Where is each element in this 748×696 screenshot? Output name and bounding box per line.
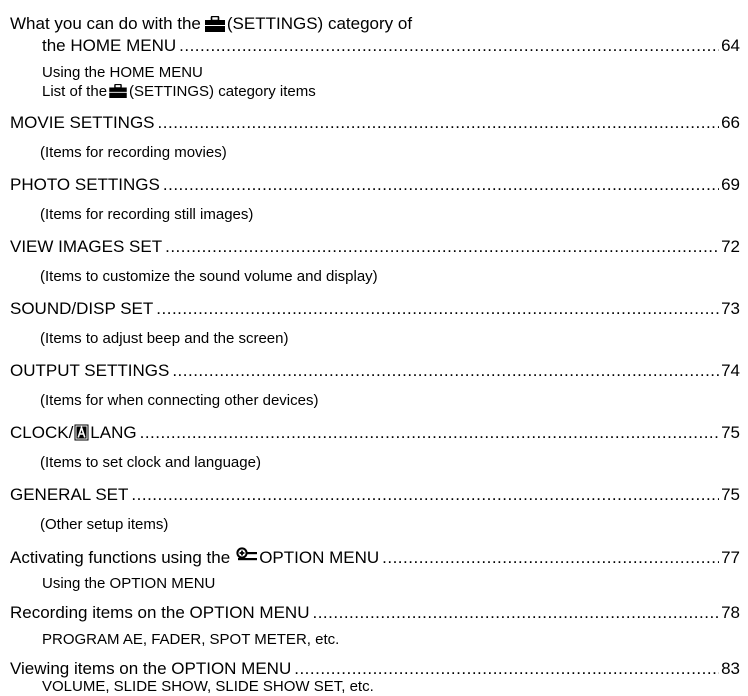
entry-title-part: LANG xyxy=(90,423,137,442)
toc-entry-output-settings[interactable] xyxy=(10,361,740,381)
entry-title: OUTPUT SETTINGS xyxy=(10,361,170,380)
page-number: 77 xyxy=(721,548,740,567)
toc-entry-settings-category[interactable] xyxy=(10,14,740,34)
description-text: (Other setup items) xyxy=(40,516,169,533)
dot-leader xyxy=(172,361,719,381)
dot-leader xyxy=(312,603,719,623)
toc-subitem xyxy=(42,82,748,101)
toc-subitem xyxy=(42,63,748,82)
option-menu-icon xyxy=(236,547,258,563)
page-number: 69 xyxy=(721,175,740,194)
description-text: (Items to adjust beep and the screen) xyxy=(40,330,289,347)
toc-entry-sound-disp-set[interactable] xyxy=(10,299,740,319)
entry-title: Recording items on the OPTION MENU xyxy=(10,603,310,622)
toc-description xyxy=(40,453,748,472)
toc-entry-general-set[interactable] xyxy=(10,485,740,505)
language-a-icon xyxy=(74,424,89,441)
subitem-text: List of the xyxy=(42,83,108,100)
toc-entry-movie-settings[interactable] xyxy=(10,113,740,133)
settings-toolbox-icon xyxy=(109,84,127,98)
entry-title: SOUND/DISP SET xyxy=(10,299,154,318)
page-number: 66 xyxy=(721,113,740,132)
entry-title-part: What you can do with the xyxy=(10,14,201,33)
description-text: (Items to set clock and language) xyxy=(40,454,261,471)
subitem-text: Using the HOME MENU xyxy=(42,64,203,81)
toc-description xyxy=(40,205,748,224)
toc-subitem xyxy=(42,630,748,649)
page-number: 74 xyxy=(721,361,740,380)
dot-leader xyxy=(140,423,719,443)
toc-description xyxy=(40,329,748,348)
subitem-text: VOLUME, SLIDE SHOW, SLIDE SHOW SET, etc. xyxy=(42,678,374,695)
toc-entry-option-viewing[interactable] xyxy=(10,659,740,679)
toc-entry-option-recording[interactable] xyxy=(10,603,740,623)
settings-toolbox-icon xyxy=(205,16,225,32)
toc-description xyxy=(40,515,748,534)
subitem-text: Using the OPTION MENU xyxy=(42,575,216,592)
page-number: 83 xyxy=(721,659,740,678)
page-number: 78 xyxy=(721,603,740,622)
dot-leader xyxy=(131,485,719,505)
description-text: (Items for when connecting other devices) xyxy=(40,392,319,409)
toc-subitem xyxy=(42,574,748,593)
page-number: 72 xyxy=(721,237,740,256)
entry-title-part: CLOCK/ xyxy=(10,423,74,442)
dot-leader xyxy=(156,299,719,319)
toc-description xyxy=(40,143,748,162)
entry-title: Viewing items on the OPTION MENU xyxy=(10,659,292,678)
subitem-text: PROGRAM AE, FADER, SPOT METER, etc. xyxy=(42,631,340,648)
entry-title: GENERAL SET xyxy=(10,485,129,504)
toc-description xyxy=(40,391,748,410)
toc-subitem xyxy=(42,677,748,696)
dot-leader xyxy=(158,113,720,133)
page-number: 75 xyxy=(721,485,740,504)
toc-description xyxy=(40,267,748,286)
page-number: 73 xyxy=(721,299,740,318)
toc-entry-settings-category-continued[interactable] xyxy=(42,36,740,56)
entry-title-part: Activating functions using the xyxy=(10,548,231,567)
entry-title: PHOTO SETTINGS xyxy=(10,175,160,194)
dot-leader xyxy=(382,548,719,568)
page-number: 75 xyxy=(721,423,740,442)
toc-entry-view-images-set[interactable] xyxy=(10,237,740,257)
description-text: (Items for recording still images) xyxy=(40,206,254,223)
dot-leader xyxy=(163,175,719,195)
toc-entry-option-menu-activate[interactable] xyxy=(10,547,740,567)
entry-title: the HOME MENU xyxy=(42,36,177,55)
page-number: 64 xyxy=(721,36,740,55)
entry-title: VIEW IMAGES SET xyxy=(10,237,163,256)
toc-entry-photo-settings[interactable] xyxy=(10,175,740,195)
description-text: (Items for recording movies) xyxy=(40,144,227,161)
toc-entry-clock-lang[interactable] xyxy=(10,423,740,443)
dot-leader xyxy=(165,237,719,257)
description-text: (Items to customize the sound volume and display) xyxy=(40,268,378,285)
entry-title-part: (SETTINGS) category of xyxy=(226,14,413,33)
dot-leader xyxy=(294,659,719,679)
dot-leader xyxy=(179,36,719,56)
entry-title-part: OPTION MENU xyxy=(259,548,380,567)
subitem-text: (SETTINGS) category items xyxy=(129,83,316,100)
entry-title: MOVIE SETTINGS xyxy=(10,113,155,132)
